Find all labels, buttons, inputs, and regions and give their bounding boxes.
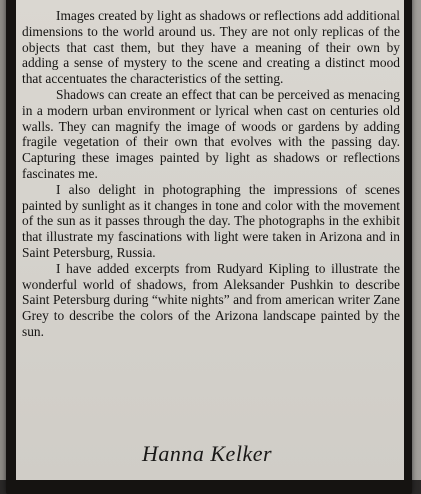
paragraph-3: I also delight in photographing the impressions of scenes painted by sunlight as it changes in tone and color with the movement of the sun as it passes through the day. The photographs in the exhibit that illustrate my fascinations with light were taken in Arizona and in Saint Petersburg, Russia.	[22, 181, 400, 260]
paragraph-1: Images created by light as shadows or reflections add additional dimensions to the world around us. They are not only replicas of the objects that cast them, but they have a meaning of their own by adding a sense of mystery to the scene and creating a distinct mood that accentuates the characteristics of the setting.	[22, 8, 400, 87]
paragraph-4: I have added excerpts from Rudyard Kipling to illustrate the wonderful world of shadows, from Aleksander Pushkin to describe Saint Petersburg during “white nights” and from american writer Zane Grey to describe the colors of the Arizona landscape painted by the sun.	[22, 260, 400, 339]
paragraph-2: Shadows can create an effect that can be perceived as menacing in a modern urban environment or lyrical when cast on centuries old walls. They can magnify the image of woods or gardens by adding fragile vegetation of their own that evolves with the passing day. Capturing these images painted by light as shadows or reflections fascinates me.	[22, 86, 400, 181]
artist-signature: Hanna Kelker	[142, 441, 273, 466]
statement-text	[22, 8, 400, 340]
artist-statement-card	[16, 0, 404, 480]
